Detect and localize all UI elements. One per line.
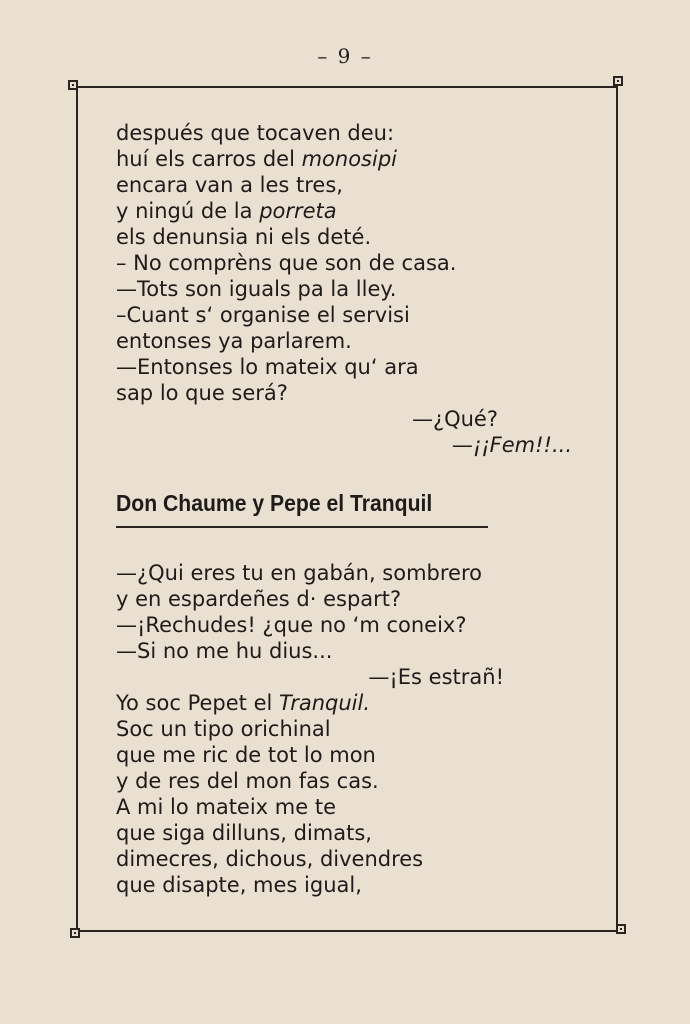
verse-line: —¡¡Fem!!...: [451, 433, 572, 457]
verse-line: y de res del mon fas cas.: [116, 769, 379, 793]
verse-line: Yo soc Pepet el Tranquil.: [116, 691, 370, 715]
verse-line: entonses ya parlarem.: [116, 329, 352, 353]
verse-line: después que tocaven deu:: [116, 121, 395, 145]
verse-line: A mi lo mateix me te: [116, 795, 336, 819]
verse-line: —Tots son iguals pa la lley.: [116, 277, 397, 301]
corner-ornament-top-right: [613, 76, 623, 86]
verse-line: —¡Rechudes! ¿que no ‘m coneix?: [116, 613, 467, 637]
verse-line: —¡Es estrañ!: [368, 665, 504, 689]
verse-line: dimecres, dichous, divendres: [116, 847, 424, 871]
verse-line: huí els carros del monosipi: [116, 147, 397, 171]
verse-line: –Cuant s‘ organise el servisi: [116, 303, 410, 327]
corner-ornament-top-left: [68, 80, 78, 90]
verse-line: que siga dilluns, dimats,: [116, 821, 372, 845]
verse-line: y ningú de la porreta: [116, 199, 337, 223]
verse-line: els denunsia ni els deté.: [116, 225, 372, 249]
verse-line: —Si no me hu dius...: [116, 639, 333, 663]
verse-block-dialogue: [116, 560, 596, 898]
verse-line: – No comprèns que son de casa.: [116, 251, 457, 275]
verse-line: Soc un tipo orichinal: [116, 717, 331, 741]
corner-ornament-bottom-right: [616, 924, 626, 934]
verse-line: encara van a les tres,: [116, 173, 343, 197]
heading-underline: [116, 526, 488, 528]
verse-line: —¿Qui eres tu en gabán, sombrero: [116, 561, 482, 585]
verse-line: que me ric de tot lo mon: [116, 743, 376, 767]
verse-line: que disapte, mes igual,: [116, 873, 362, 897]
verse-block-continued: [116, 120, 596, 458]
verse-line: —Entonses lo mateix qu‘ ara: [116, 355, 419, 379]
verse-line: sap lo que será?: [116, 381, 288, 405]
verse-line: —¿Qué?: [411, 407, 498, 431]
section-heading: Don Chaume y Pepe el Tranquil: [116, 490, 433, 516]
verse-line: y en espardeñes d· espart?: [116, 587, 402, 611]
corner-ornament-bottom-left: [70, 928, 80, 938]
page-number: – 9 –: [317, 44, 373, 68]
